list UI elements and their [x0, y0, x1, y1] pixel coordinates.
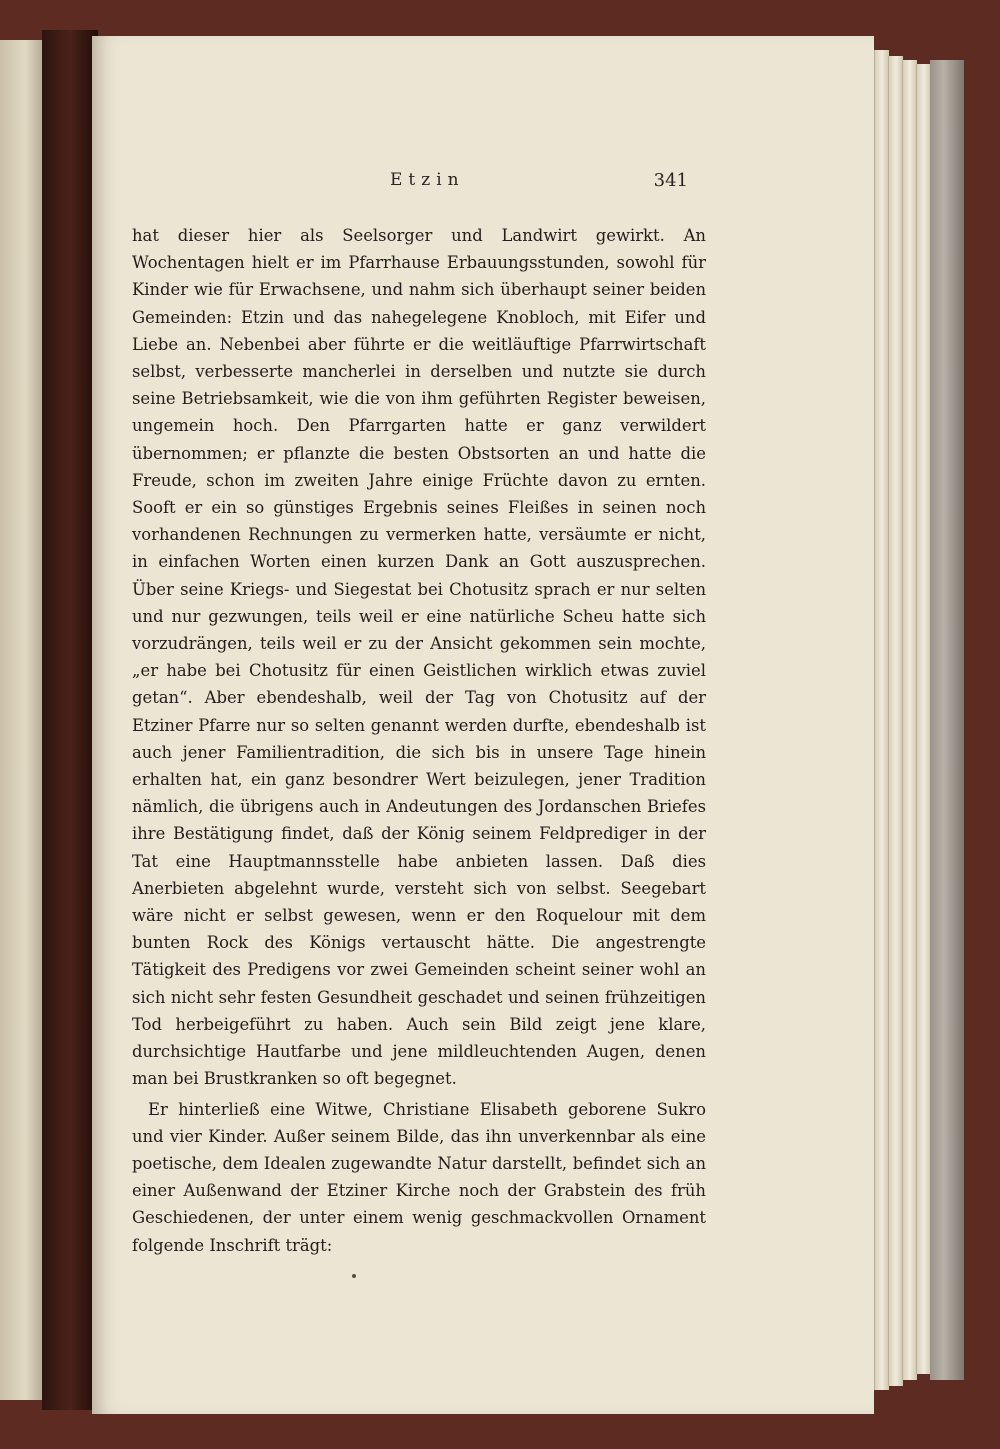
ink-dot: [352, 1274, 356, 1278]
left-page-edge: [0, 40, 42, 1400]
book-cover-edge: [930, 60, 964, 1380]
page-stack-edge: [888, 56, 903, 1386]
page-stack-edge: [916, 64, 931, 1374]
running-title: Etzin: [390, 170, 465, 190]
book-gutter: [42, 30, 98, 1410]
page-stack-edge: [874, 50, 889, 1390]
paragraph: Er hinterließ eine Witwe, Christiane Elisabeth geborene Sukro und vier Kinder. Außer seinem Bilde, das ihn unverkennbar als eine poetische, dem Idealen zugewandte Natur darstellt, befindet sich an einer Außenwand der Etziner Kirche noch der Grabstein des früh Geschiedenen, der unter einem wenig geschmackvollen Ornament folgende Inschrift trägt:: [132, 1099, 706, 1255]
page-stack-edge: [902, 60, 917, 1380]
paragraph: hat dieser hier als Seelsorger und Landwirt gewirkt. An Wochentagen hielt er im Pfarrhause Erbauungsstunden, sowohl für Kinder wie für Erwachsene, und nahm sich überhaupt seiner beiden Gemeinden: Etzin und das nahegelegene Knobloch, mit Eifer und Liebe an. Nebenbei aber führte er die weitläuftige Pfarrwirtschaft selbst, verbesserte mancherlei in derselben und nutzte sie durch seine Betriebsamkeit, wie die von ihm geführten Register beweisen, ungemein hoch. Den Pfarrgarten hatte er ganz verwildert übernommen; er pflanzte die besten Obstsorten an und hatte die Freude, schon im zweiten Jahre einige Früchte davon zu ernten. Sooft er ein so günstiges Ergebnis seines Fleißes in seinen noch vorhandenen Rechnungen zu vermerken hatte, versäumte er nicht, in einfachen Worten einen kurzen Dank an Gott auszusprechen. Über seine Kriegs- und Siegestat bei Chotusitz sprach er nur selten und nur gezwungen, teils weil er eine natürliche Scheu hatte sich vorzudrängen, teils weil er zu der Ansicht gekommen sein mochte, „er habe bei Chotusitz für einen Geistlichen wirklich etwas zuviel getan“. Aber ebendeshalb, weil der Tag von Chotusitz auf der Etziner Pfarre nur so selten genannt werden durfte, ebendeshalb ist auch jener Familientradition, die sich bis in unsere Tage hinein erhalten hat, ein ganz besondrer Wert beizulegen, jener Tradition nämlich, die übrigens auch in Andeutungen des Jordanschen Briefes ihre Bestätigung findet, daß der König seinem Feldprediger in der Tat eine Hauptmannsstelle habe anbieten lassen. Daß dies Anerbieten abgelehnt wurde, versteht sich von selbst. Seegebart wäre nicht er selbst gewesen, wenn er den Roquelour mit dem bunten Rock des Königs vertauscht hätte. Die angestrengte Tätigkeit des Predigens vor zwei Gemeinden scheint seiner wohl an sich nicht sehr festen Gesundheit geschadet und seinen frühzeitigen Tod herbeigeführt zu haben. Auch sein Bild zeigt jene klare, durchsichtige Hautfarbe und jene mildleuchtenden Augen, denen man bei Brustkranken so oft begegnet.: [132, 226, 706, 1089]
body-text: [132, 222, 706, 1259]
page-header: [140, 170, 688, 196]
page-number: 341: [653, 170, 688, 191]
